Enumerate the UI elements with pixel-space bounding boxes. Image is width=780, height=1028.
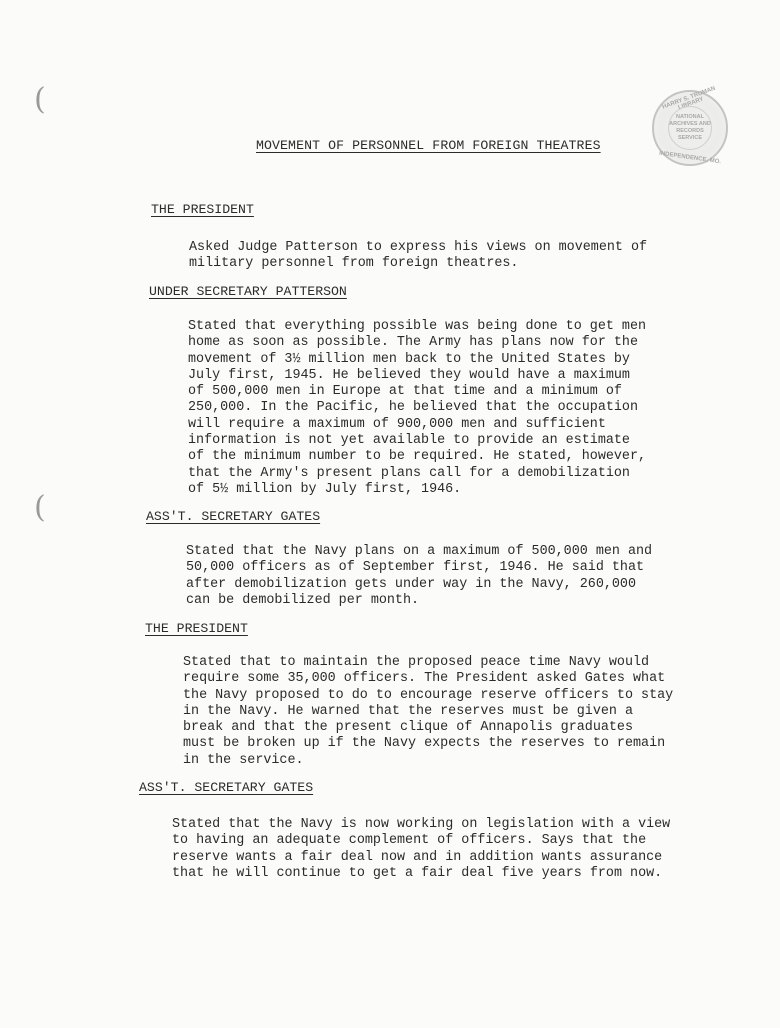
statement-paragraph (188, 319, 646, 498)
statement-paragraph (183, 655, 673, 769)
text-line: information is not yet available to provide an estimate (188, 433, 630, 449)
stamp-ring-bottom: INDEPENDENCE, MO. (658, 150, 722, 166)
text-line: break and that the present clique of Annapolis graduates (183, 720, 633, 736)
text-line: military personnel from foreign theatres. (189, 256, 519, 272)
binder-hole-mark-top: ( (34, 82, 46, 117)
stamp-line: SERVICE (677, 135, 703, 141)
text-line: require some 35,000 officers. The President asked Gates what (183, 671, 666, 687)
text-line: movement of 3½ million men back to the United States by (188, 351, 630, 367)
stamp-line: NATIONAL (675, 114, 704, 120)
text-line: in the service. (183, 752, 304, 768)
speaker-heading: ASS'T. SECRETARY GATES (146, 509, 321, 524)
text-line: will require a maximum of 900,000 men and sufficient (188, 416, 606, 432)
text-line: that the Army's present plans call for a demobilization (188, 465, 630, 481)
text-line: of 5½ million by July first, 1946. (188, 481, 462, 497)
text-line: home as soon as possible. The Army has plans now for the (188, 335, 638, 351)
text-line: in the Navy. He warned that the reserves must be given a (183, 703, 633, 719)
statement-paragraph (172, 817, 670, 882)
text-line: can be demobilized per month. (186, 592, 420, 608)
text-line: Asked Judge Patterson to express his views on movement of (189, 240, 648, 255)
text-line: July first, 1945. He believed they would have a maximum (188, 367, 630, 383)
text-line: the Navy proposed to do to encourage reserve officers to stay (183, 687, 674, 703)
text-line: to having an adequate complement of officers. Says that the (172, 833, 647, 849)
statement-paragraph (186, 544, 652, 609)
text-line: Stated that the Navy is now working on legislation with a view (172, 817, 671, 832)
text-line: Stated that the Navy plans on a maximum of 500,000 men and (186, 544, 653, 559)
text-line: 50,000 officers as of September first, 1946. He said that (186, 560, 645, 576)
document-title: MOVEMENT OF PERSONNEL FROM FOREIGN THEATRES (256, 138, 601, 153)
text-line: reserve wants a fair deal now and in addition wants assurance (172, 849, 663, 865)
text-line: that he will continue to get a fair deal five years from now. (172, 865, 663, 881)
stamp-line: RECORDS (676, 128, 704, 134)
stamp-ring-top: HARRY S. TRUMAN LIBRARY (661, 85, 717, 112)
speaker-heading: ASS'T. SECRETARY GATES (139, 780, 314, 795)
text-line: Stated that everything possible was being done to get men (188, 319, 647, 334)
statement-paragraph (189, 240, 647, 273)
speaker-heading: THE PRESIDENT (151, 202, 254, 217)
speaker-heading: THE PRESIDENT (145, 621, 248, 636)
text-line: of 500,000 men in Europe at that time and a minimum of (188, 384, 622, 400)
stamp-line: ARCHIVES AND (669, 121, 711, 127)
text-line: 250,000. In the Pacific, he believed that the occupation (188, 400, 638, 416)
text-line: Stated that to maintain the proposed peace time Navy would (183, 655, 650, 670)
text-line: of the minimum number to be required. He stated, however, (188, 449, 647, 465)
text-line: must be broken up if the Navy expects the reserves to remain (183, 736, 666, 752)
binder-hole-mark-bottom: ( (34, 490, 46, 525)
archive-stamp (652, 85, 728, 166)
text-line: after demobilization gets under way in the Navy, 260,000 (186, 576, 636, 592)
speaker-heading: UNDER SECRETARY PATTERSON (149, 284, 347, 299)
